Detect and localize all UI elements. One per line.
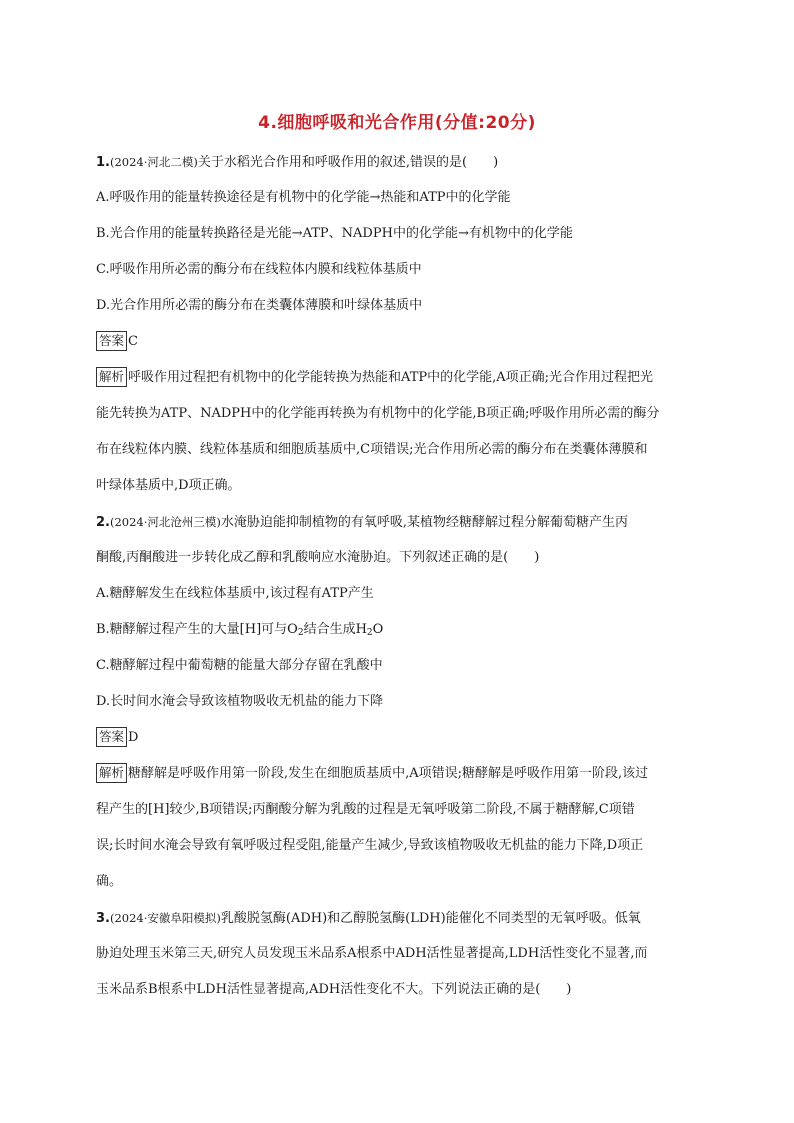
analysis-line: 程产生的[H]较少,B项错误;丙酮酸分解为乳酸的过程是无氧呼吸第二阶段,不属于糖酵解,C项错 xyxy=(96,802,635,817)
answer-value: C xyxy=(128,334,138,349)
analysis-line: 能先转换为ATP、NADPH中的化学能再转换为有机物中的化学能,B项正确;呼吸作用所必需的酶分 xyxy=(96,406,660,421)
option-a: A.呼吸作用的能量转换途径是有机物中的化学能→热能和ATP中的化学能 xyxy=(96,190,511,205)
question-2-stem xyxy=(96,510,698,546)
option-b-text: O xyxy=(372,622,384,637)
question-number: 1. xyxy=(96,155,110,170)
analysis-line: 确。 xyxy=(96,874,123,889)
question-text: 玉米品系B根系中LDH活性显著提高,ADH活性变化不大。下列说法正确的是( ) xyxy=(96,982,572,997)
question-list xyxy=(96,150,698,1014)
analysis-line xyxy=(96,366,698,402)
answer-line xyxy=(96,330,698,366)
question-3-stem xyxy=(96,906,698,942)
option-a: A.糖酵解发生在线粒体基质中,该过程有ATP产生 xyxy=(96,586,374,601)
question-text: 关于水稻光合作用和呼吸作用的叙述,错误的是( ) xyxy=(197,155,499,170)
answer-tag: 答案 xyxy=(96,727,127,747)
option-c: C.呼吸作用所必需的酶分布在线粒体内膜和线粒体基质中 xyxy=(96,262,422,277)
option-c: C.糖酵解过程中葡萄糖的能量大部分存留在乳酸中 xyxy=(96,658,383,673)
question-number: 2. xyxy=(96,515,110,530)
question-1-stem xyxy=(96,150,698,186)
analysis-line xyxy=(96,762,698,798)
answer-value: D xyxy=(128,730,139,745)
question-text: 水淹胁迫能抑制植物的有氧呼吸,某植物经糖酵解过程分解葡萄糖产生丙 xyxy=(220,515,629,530)
question-text: 胁迫处理玉米第三天,研究人员发现玉米品系A根系中ADH活性显著提高,LDH活性变化不显著,而 xyxy=(96,946,648,961)
analysis-line: 叶绿体基质中,D项正确。 xyxy=(96,478,241,493)
subscript: 2 xyxy=(297,628,304,638)
analysis-text: 糖酵解是呼吸作用第一阶段,发生在细胞质基质中,A项错误;糖酵解是呼吸作用第一阶段,该过 xyxy=(128,766,649,781)
question-number: 3. xyxy=(96,911,110,926)
option-b-text: 结合生成H xyxy=(303,622,367,637)
analysis-line: 布在线粒体内膜、线粒体基质和细胞质基质中,C项错误;光合作用所必需的酶分布在类囊体薄膜和 xyxy=(96,442,648,457)
answer-line xyxy=(96,726,698,762)
analysis-text: 呼吸作用过程把有机物中的化学能转换为热能和ATP中的化学能,A项正确;光合作用过程把光 xyxy=(128,370,654,385)
answer-tag: 答案 xyxy=(96,331,127,351)
page-title: 4.细胞呼吸和光合作用(分值:20分) xyxy=(258,113,536,133)
analysis-tag: 解析 xyxy=(96,367,127,387)
analysis-tag: 解析 xyxy=(96,763,127,783)
subscript: 2 xyxy=(366,628,373,638)
question-text: 乳酸脱氢酶(ADH)和乙醇脱氢酶(LDH)能催化不同类型的无氧呼吸。低氧 xyxy=(220,911,641,926)
question-text: 酮酸,丙酮酸进一步转化成乙醇和乳酸响应水淹胁迫。下列叙述正确的是( ) xyxy=(96,550,540,565)
question-source: (2024·安徽阜阳模拟) xyxy=(109,911,221,925)
option-b xyxy=(96,618,698,654)
option-d: D.光合作用所必需的酶分布在类囊体薄膜和叶绿体基质中 xyxy=(96,298,423,313)
option-b-text: B.糖酵解过程产生的大量[H]可与O xyxy=(96,622,298,637)
option-d: D.长时间水淹会导致该植物吸收无机盐的能力下降 xyxy=(96,694,384,709)
analysis-line: 误;长时间水淹会导致有氧呼吸过程受阻,能量产生减少,导致该植物吸收无机盐的能力下降,D项正 xyxy=(96,838,644,853)
question-source: (2024·河北沧州三模) xyxy=(109,515,221,529)
question-source: (2024·河北二模) xyxy=(109,155,198,169)
option-b: B.光合作用的能量转换路径是光能→ATP、NADPH中的化学能→有机物中的化学能 xyxy=(96,226,573,241)
